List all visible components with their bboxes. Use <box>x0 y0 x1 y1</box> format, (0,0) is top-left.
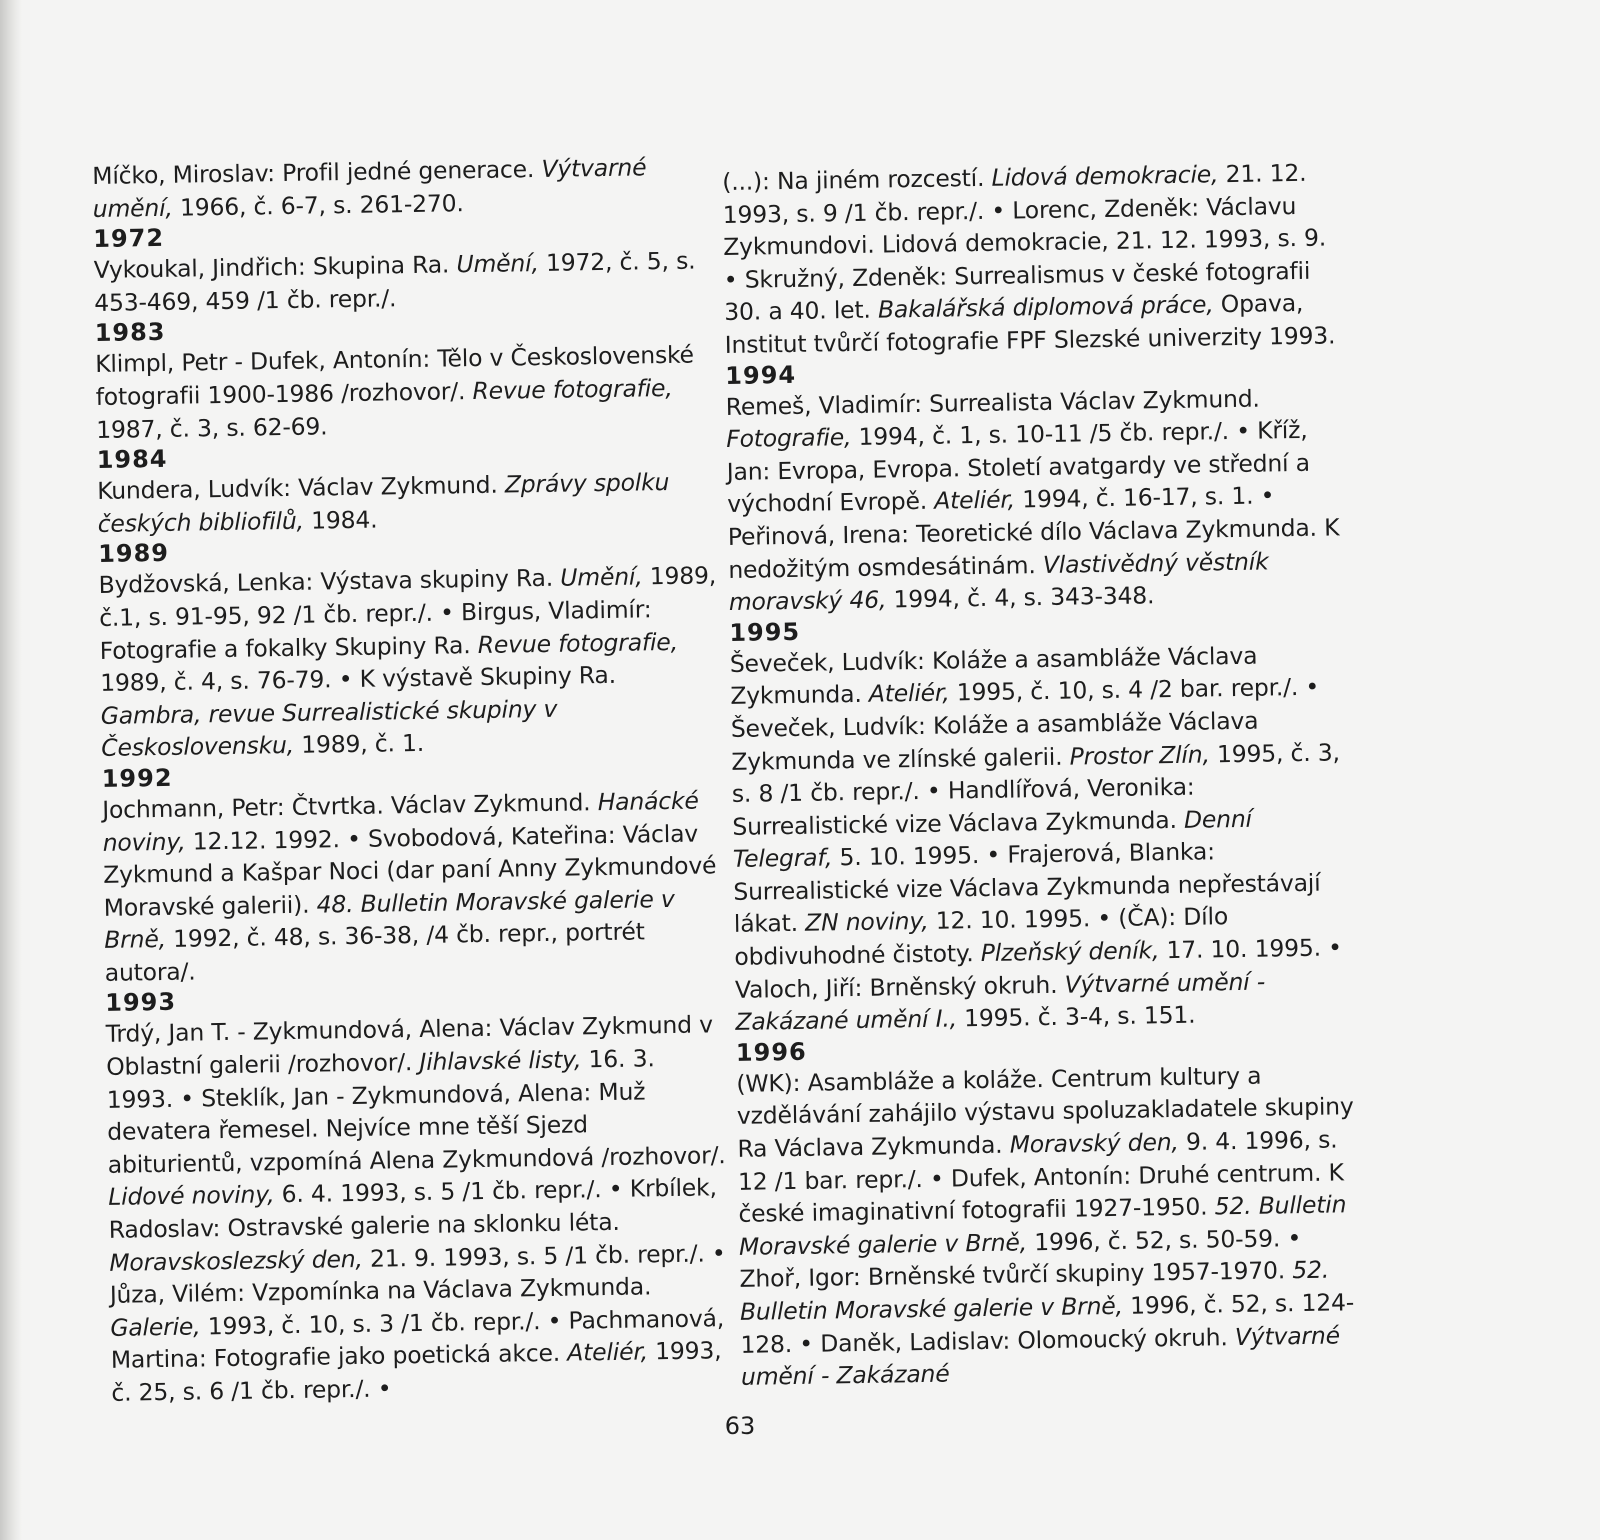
entry-text: Remeš, Vladimír: Surrealista Václav Zykmund. <box>725 384 1260 421</box>
bibliography-entry <box>722 156 1345 361</box>
entry-text: Trdý, Jan T. - Zykmundová, Alena: Václav Zykmund v Oblastní galerii /rozhovor/. <box>105 1010 714 1081</box>
bibliography-entry <box>102 784 725 989</box>
entry-text: Ševeček, Ludvík: Koláže a asambláže Václava Zykmunda. <box>729 641 1258 711</box>
entry-title-italic: Ateliér, <box>934 485 1016 516</box>
entry-text: 12.12. 1992. • Svobodová, Kateřina: Václav Zykmund a Kašpar Noci (dar paní Anny Zykmundové Moravské galerii). <box>103 819 717 922</box>
bibliography-entry <box>92 150 713 225</box>
entry-title-italic: Výtvarné umění - Zakázané umění I., <box>735 967 1266 1037</box>
entry-title-italic: Jihlavské listy, <box>419 1045 582 1077</box>
entry-title-italic: Revue fotografie, <box>477 627 679 659</box>
entry-title-italic: Revue fotografie, <box>472 373 673 406</box>
entry-text: 12. 10. 1995. • (ČA): Dílo obdivuhodné čistoty. <box>734 902 1229 971</box>
entry-title-italic: Hanácké noviny, <box>102 786 699 857</box>
page-number: 63 <box>724 1412 756 1440</box>
entry-text: 21. 12. 1993, s. 9 /1 čb. repr./. • Lorenc, Zdeněk: Václavu Zykmundovi. Lidová demokracie, 21. 12. 1993, s. 9. • Skružný, Zdeněk: Surrealismus v české fotografii 30. a 40. let. <box>722 158 1327 327</box>
entry-text: Klimpl, Petr - Dufek, Antonín: Tělo v Československé fotografii 1900-1986 /rozhovor/. <box>94 340 695 411</box>
year-heading: 1984 <box>96 445 168 475</box>
entry-title-italic: Výtvarné umění - Zakázané <box>740 1321 1341 1392</box>
entry-text: (...): Na jiném rozcestí. <box>722 163 992 196</box>
entry-title-italic: Ateliér, <box>567 1337 649 1368</box>
year-heading: 1983 <box>94 318 166 348</box>
entry-text: 1972, č. 5, s. 453-469, 459 /1 čb. repr./. <box>94 246 696 317</box>
entry-title-italic: Umění, <box>456 249 539 279</box>
bibliography-entry <box>95 339 716 447</box>
entry-text: 1993, č. 10, s. 3 /1 čb. repr./. • Pachmanová, Martina: Fotografie jako poetická akce. <box>110 1304 725 1375</box>
entry-title-italic: Moravskoslezský den, <box>109 1244 363 1277</box>
bibliography-entry <box>736 1058 1361 1394</box>
entry-title-italic: Výtvarné umění, <box>92 153 647 223</box>
entry-title-italic: Moravský den, <box>1009 1127 1179 1159</box>
entry-text: 1993, č. 25, s. 6 /1 čb. repr./. • <box>111 1336 722 1407</box>
entry-text: Bydžovská, Lenka: Výstava skupiny Ra. <box>98 564 561 600</box>
entry-text: (WK): Asambláže a koláže. Centrum kultury a vzdělávání zahájilo výstavu spoluzakladatele skupiny Ra Václava Zykmunda. <box>736 1061 1354 1163</box>
entry-text: 1994, č. 16-17, s. 1. • Peřinová, Irena: Teoretické dílo Václava Zykmunda. K nedožitým osmdesátinám. <box>727 481 1340 584</box>
entry-title-italic: 48. Bulletin Moravské galerie v Brně, <box>104 884 675 955</box>
bibliography-entry <box>98 560 721 765</box>
entry-text: 1995. č. 3-4, s. 151. <box>956 1000 1196 1033</box>
year-heading: 1993 <box>105 988 177 1018</box>
entry-title-italic: ZN noviny, <box>804 907 929 938</box>
entry-text: 1995, č. 3, s. 8 /1 čb. repr./. • Handlířová, Veronika: Surrealistické vize Václava Zykmunda. <box>731 737 1341 841</box>
entry-text: 16. 3. 1993. • Steklík, Jan - Zykmundová, Alena: Muž devatera řemesel. Nejvíce mne těší Sjezd abiturientů, vzpomíná Alena Zykmundová /rozhovor/. <box>106 1044 726 1179</box>
entry-text: 1966, č. 6-7, s. 261-270. <box>172 188 464 222</box>
entry-title-italic: Galerie, <box>110 1312 201 1342</box>
entry-text: 1995, č. 10, s. 4 /2 bar. repr./. • Ševeček, Ludvík: Koláže a asambláže Václava Zykmunda ve zlínské galerii. <box>730 672 1320 776</box>
year-heading: 1995 <box>729 617 801 647</box>
entry-text: 5. 10. 1995. • Frajerová, Blanka: Surrealistické vize Václava Zykmunda nepřestávají lákat. <box>733 837 1321 939</box>
entry-text: 1989, č. 4, s. 76-79. • K výstavě Skupiny Ra. <box>99 660 617 698</box>
bibliography-entry <box>97 465 718 540</box>
entry-title-italic: 52. Bulletin Moravské galerie v Brně, <box>739 1256 1330 1326</box>
year-heading: 1989 <box>97 539 170 569</box>
year-heading: 1994 <box>725 360 797 390</box>
entry-text: 1984. <box>303 505 378 535</box>
entry-text: Opava, Institut tvůrčí fotografie FPF Slezské univerzity 1993. <box>724 289 1336 359</box>
entry-text: 1987, č. 3, s. 62-69. <box>96 411 328 444</box>
entry-title-italic: Lidová demokracie, <box>991 160 1219 192</box>
entry-title-italic: Lidové noviny, <box>108 1180 275 1212</box>
entry-text: 6. 4. 1993, s. 5 /1 čb. repr./. • Krbílek, Radoslav: Ostravské galerie na sklonku léta. <box>108 1173 717 1244</box>
year-heading: 1996 <box>735 1037 807 1067</box>
year-heading: 1972 <box>93 224 165 254</box>
entry-title-italic: Plzeňský deník, <box>980 936 1160 968</box>
entry-text: 1996, č. 52, s. 50-59. • Zhoř, Igor: Brněnské tvůrčí skupiny 1957-1970. <box>739 1223 1302 1294</box>
entry-title-italic: Bakalářská diplomová práce, <box>877 290 1214 324</box>
bibliography-entry <box>730 638 1356 1039</box>
entry-title-italic: Ateliér, <box>868 678 950 709</box>
entry-title-italic: Denní Telegraf, <box>732 804 1253 874</box>
entry-text: 1989, č. 1. <box>293 729 425 760</box>
entry-title-italic: Vlastivědný věstník moravský 46, <box>728 546 1269 617</box>
gutter-shadow <box>0 0 22 1540</box>
entry-title-italic: Zprávy spolku českých bibliofilů, <box>97 468 670 538</box>
entry-title-italic: 52. Bulletin Moravské galerie v Brně, <box>738 1190 1347 1261</box>
entry-title-italic: Prostor Zlín, <box>1069 739 1210 771</box>
entry-title-italic: Fotografie, <box>726 423 852 454</box>
bibliography-entry <box>93 244 714 319</box>
entry-text: 1989, č.1, s. 91-95, 92 /1 čb. repr./. • Birgus, Vladimír: Fotografie a fokalky Skupiny Ra. <box>98 561 717 665</box>
entry-text: 17. 10. 1995. • Valoch, Jiří: Brněnský okruh. <box>734 933 1342 1004</box>
entry-title-italic: Umění, <box>560 562 643 593</box>
entry-text: Vykoukal, Jindřich: Skupina Ra. <box>93 250 457 285</box>
entry-text: 9. 4. 1996, s. 12 /1 bar. repr./. • Dufek, Antonín: Druhé centrum. K české imaginativní fotografii 1927-1950. <box>737 1125 1344 1229</box>
entry-text: 1992, č. 48, s. 36-38, /4 čb. repr., portrét autora/. <box>104 917 645 987</box>
year-heading: 1992 <box>101 763 173 793</box>
entry-text: 1994, č. 4, s. 343-348. <box>886 581 1155 614</box>
bibliography-entry <box>105 1009 731 1410</box>
entry-text: 1996, č. 52, s. 124-128. • Daněk, Ladislav: Olomoucký okruh. <box>740 1288 1355 1359</box>
entry-text: Kundera, Ludvík: Václav Zykmund. <box>96 470 506 506</box>
entry-text: Míčko, Miroslav: Profil jedné generace. <box>92 154 542 190</box>
entry-text: 21. 9. 1993, s. 5 /1 čb. repr./. • Jůza, Vilém: Vzpomínka na Václava Zykmunda. <box>109 1238 726 1310</box>
entry-title-italic: Gambra, revue Surrealistické skupiny v Československu, <box>100 694 558 763</box>
entry-text: 1994, č. 1, s. 10-11 /5 čb. repr./. • Kříž, Jan: Evropa, Evropa. Století avatgardy ve střední a východní Evropě. <box>726 415 1311 519</box>
entry-text: Jochmann, Petr: Čtvrtka. Václav Zykmund. <box>101 788 598 824</box>
right-column <box>722 156 1361 1393</box>
bibliography-entry <box>726 381 1350 619</box>
left-column <box>92 150 732 1409</box>
